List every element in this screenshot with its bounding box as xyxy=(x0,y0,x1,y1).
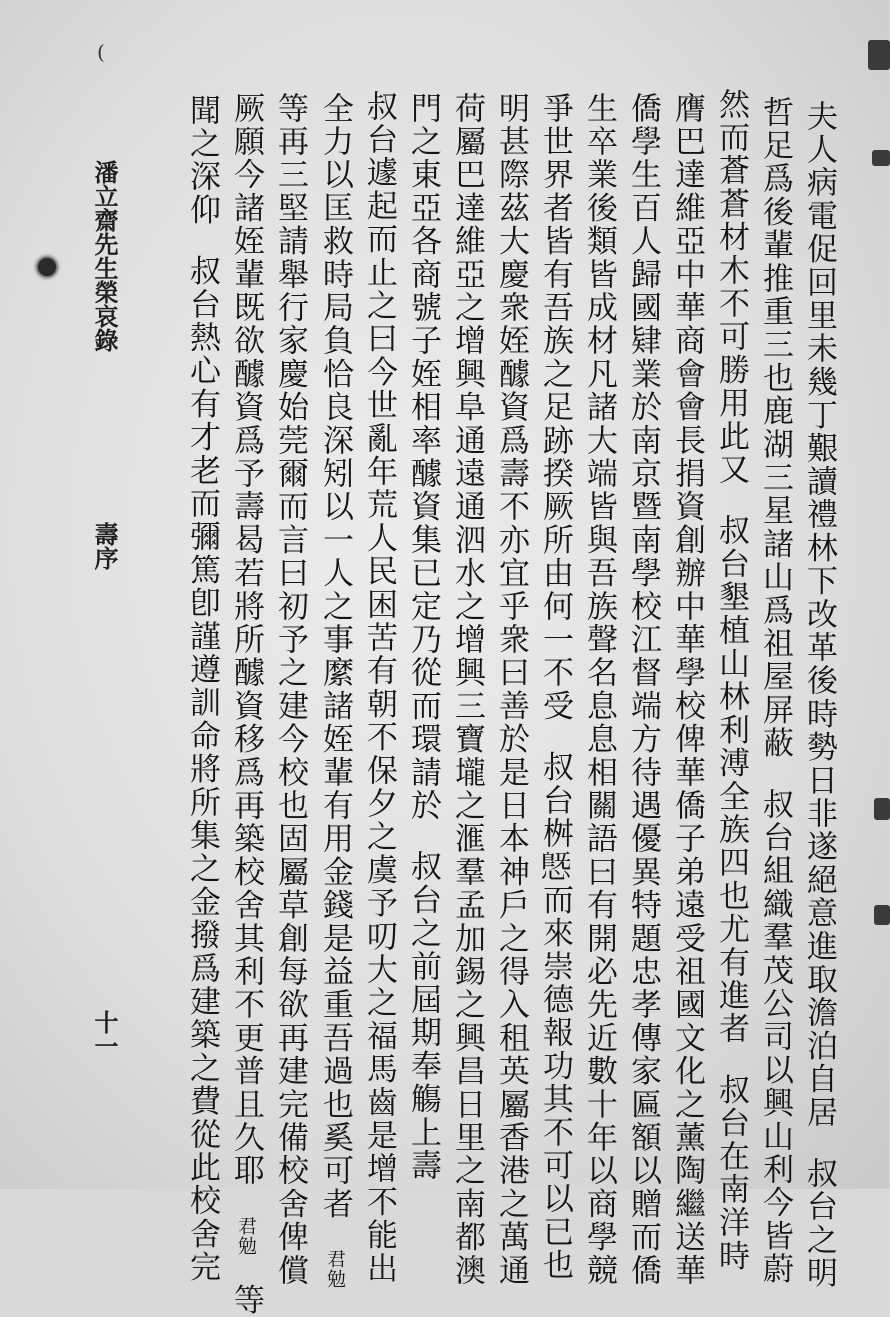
spacing xyxy=(555,723,556,751)
text-run: 叔台之前屆期奉觴上壽 xyxy=(405,850,441,1183)
text-column xyxy=(359,90,399,1285)
text-run: 叔台之明 xyxy=(801,1157,837,1291)
binding-hole xyxy=(38,258,56,276)
text-column xyxy=(623,92,663,1287)
text-run: 全力以匡救時局負恰良深矧以一人之事縻諸姪輩有用金錢是益重吾過也奚可者 xyxy=(317,92,353,1221)
book-title: 潘立齋先生榮哀錄 xyxy=(90,160,119,352)
text-column xyxy=(799,100,839,1290)
spacing xyxy=(731,486,732,514)
text-column xyxy=(270,92,310,1287)
text-run: 生卒業後類皆成材凡諸大端皆與吾族聲名息息相關語曰有開必先近數十年以商學競 xyxy=(581,92,617,1288)
text-run: 聞之深仰 xyxy=(184,94,220,227)
spacing xyxy=(731,1046,732,1074)
text-column xyxy=(755,96,795,1286)
text-column xyxy=(315,92,355,1289)
text-run: 僑學生百人歸國肄業於南京暨南學校江督端方待遇優異特題忠孝傳家匾額以贈而僑 xyxy=(625,92,661,1288)
text-run: 厥願今諸姪輩既欲醵資爲予壽曷若將所醵資移爲再築校舍其利不更普且久耶 xyxy=(228,92,264,1188)
spacing xyxy=(423,822,424,850)
text-column xyxy=(182,94,222,1284)
text-run: 哲足爲後輩推重三也鹿湖三星諸山爲祖屋屏蔽 xyxy=(757,96,793,760)
text-column xyxy=(579,92,619,1287)
spacing xyxy=(246,1256,247,1284)
text-column xyxy=(403,92,443,1182)
text-column xyxy=(226,92,266,1317)
text-run: 等 xyxy=(228,1283,264,1317)
page-number: 十一 xyxy=(90,1010,119,1058)
edge-stain xyxy=(874,905,890,925)
text-run: 叔台桝𢟪而來崇德報功其不可以已也 xyxy=(537,750,573,1283)
text-column xyxy=(667,92,707,1287)
edge-stain xyxy=(874,798,890,820)
text-column xyxy=(535,92,575,1282)
text-run: 叔台熱心有才老而彌篤卽謹遵訓命將所集之金撥爲建築之費從此校舍完 xyxy=(184,254,220,1285)
text-run: 荷屬巴達維亞之增興阜通遠通泗水之增興三寶壠之滙羣孟加錫之興昌日里之南都澳 xyxy=(449,92,485,1288)
spacing xyxy=(202,227,203,255)
ink-speck: ( xyxy=(97,40,105,64)
spacing xyxy=(335,1221,336,1249)
spacing xyxy=(246,1188,247,1216)
text-run: 夫人病電促回里未幾丁艱讀禮林下改革後時勢日非遂絕意進取澹泊自居 xyxy=(801,100,837,1130)
text-run: 等再三堅請舉行家慶始莞爾而言曰初予之建今校也固屬草創每欲再建完備校舍俾償 xyxy=(272,92,308,1288)
text-run: 膺巴達維亞中華商會會長捐資創辦中華學校俾華僑子弟遠受祖國文化之薰陶繼送華 xyxy=(669,92,705,1288)
edge-stain xyxy=(872,150,890,166)
edge-stain xyxy=(868,40,890,70)
text-run: 門之東亞各商號子姪相率醵資集已定乃從而環請於 xyxy=(405,92,441,823)
text-run: 叔台組織羣茂公司以興山利今皆蔚 xyxy=(757,788,793,1286)
text-run: 叔台墾植山林利溥全族四也尤有進者 xyxy=(713,514,749,1046)
text-run: 叔台遽起而止之曰今世亂年荒人民困苦有朝不保夕之虞予叨大之福馬齒是增不能出 xyxy=(361,90,397,1286)
section-label: 壽序 xyxy=(90,522,119,570)
text-run: 明甚際茲大慶衆姪醵資爲壽不亦宜乎衆曰善於是日本神戶之得入租英屬香港之萬通 xyxy=(493,92,529,1288)
text-run: 叔台在南洋時 xyxy=(713,1073,749,1273)
text-run: 君勉 xyxy=(235,1215,257,1256)
spacing xyxy=(819,1129,820,1157)
text-column xyxy=(491,92,531,1287)
text-run: 君勉 xyxy=(324,1248,346,1289)
text-column xyxy=(711,88,751,1273)
text-run: 爭世界者皆有吾族之足跡揆厥所由何一不受 xyxy=(537,92,573,723)
text-column xyxy=(447,92,487,1287)
text-run: 然而蒼蒼材木不可勝用此又 xyxy=(713,88,749,487)
spacing xyxy=(775,760,776,788)
